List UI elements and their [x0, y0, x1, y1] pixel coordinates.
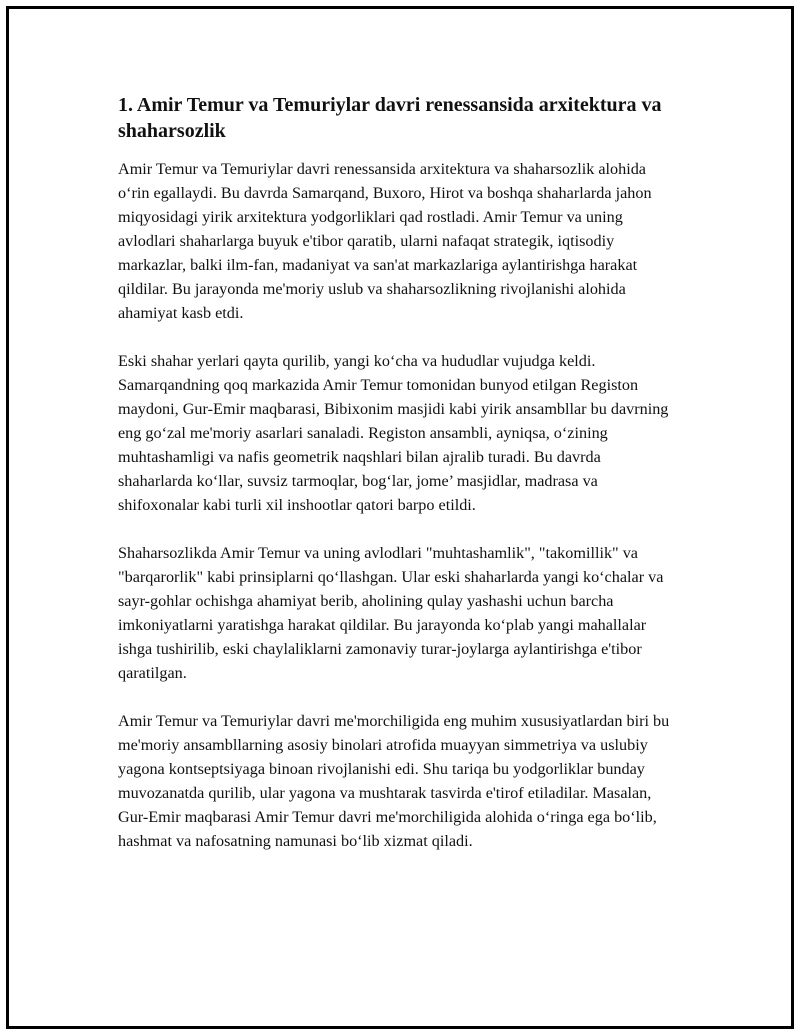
document-body	[118, 92, 678, 877]
paragraph-4: Amir Temur va Temuriylar davri me'morchiligida eng muhim xususiyatlardan biri bu me'moriy ansambllarning asosiy binolari atrofida muayyan simmetriya va uslubiy yagona kontseptsiyaga binoan rivojlanishi edi. Shu tariqa bu yodgorliklar bunday muvozanatda qurilib, ular yagona va mushtarak tasvirda e'tirof etiladilar. Masalan, Gur-Emir maqbarasi Amir Temur davri me'morchiligida alohida oʻringa ega boʻlib, hashmat va nafosatning namunasi boʻlib xizmat qiladi.	[118, 712, 670, 850]
paragraph-3: Shaharsozlikda Amir Temur va uning avlodlari "muhtashamlik", "takomillik" va "barqarorlik" kabi prinsiplarni qoʻllashgan. Ular eski shaharlarda yangi koʻchalar va sayr-gohlar ochishga ahamiyat berib, aholining qulay yashashi uchun barcha imkoniyatlarni yaratishga harakat qildilar. Bu jarayonda koʻplab yangi mahallalar ishga tushirilib, eski chaylaliklarni zamonaviy turar-joylarga aylantirishga e'tibor qaratilgan.	[118, 544, 664, 682]
paragraph-2: Eski shahar yerlari qayta qurilib, yangi koʻcha va hududlar vujudga keldi. Samarqandning qoq markazida Amir Temur tomonidan bunyod etilgan Registon maydoni, Gur-Emir maqbarasi, Bibixonim masjidi kabi yirik ansambllar bu davrning eng goʻzal me'moriy asarlari sanaladi. Registon ansambli, ayniqsa, oʻzining muhtashamligi va nafis geometrik naqshlari bilan ajralib turadi. Bu davrda shaharlarda koʻllar, suvsiz tarmoqlar, bogʻlar, jome’ masjidlar, madrasa va shifoxonalar kabi turli xil inshootlar qatori barpo etildi.	[118, 352, 669, 514]
section-heading: 1. Amir Temur va Temuriylar davri renessansida arxitektura va shaharsozlik	[118, 94, 662, 142]
paragraph-1: Amir Temur va Temuriylar davri renessansida arxitektura va shaharsozlik alohida oʻrin egallaydi. Bu davrda Samarqand, Buxoro, Hirot va boshqa shaharlarda jahon miqyosidagi yirik arxitektura yodgorliklari qad rostladi. Amir Temur va uning avlodlari shaharlarga buyuk e'tibor qaratib, ularni nafaqat strategik, iqtisodiy markazlar, balki ilm-fan, madaniyat va san'at markazlariga aylantirishga harakat qildilar. Bu jarayonda me'moriy uslub va shaharsozlikning rivojlanishi alohida ahamiyat kasb etdi.	[118, 160, 652, 322]
